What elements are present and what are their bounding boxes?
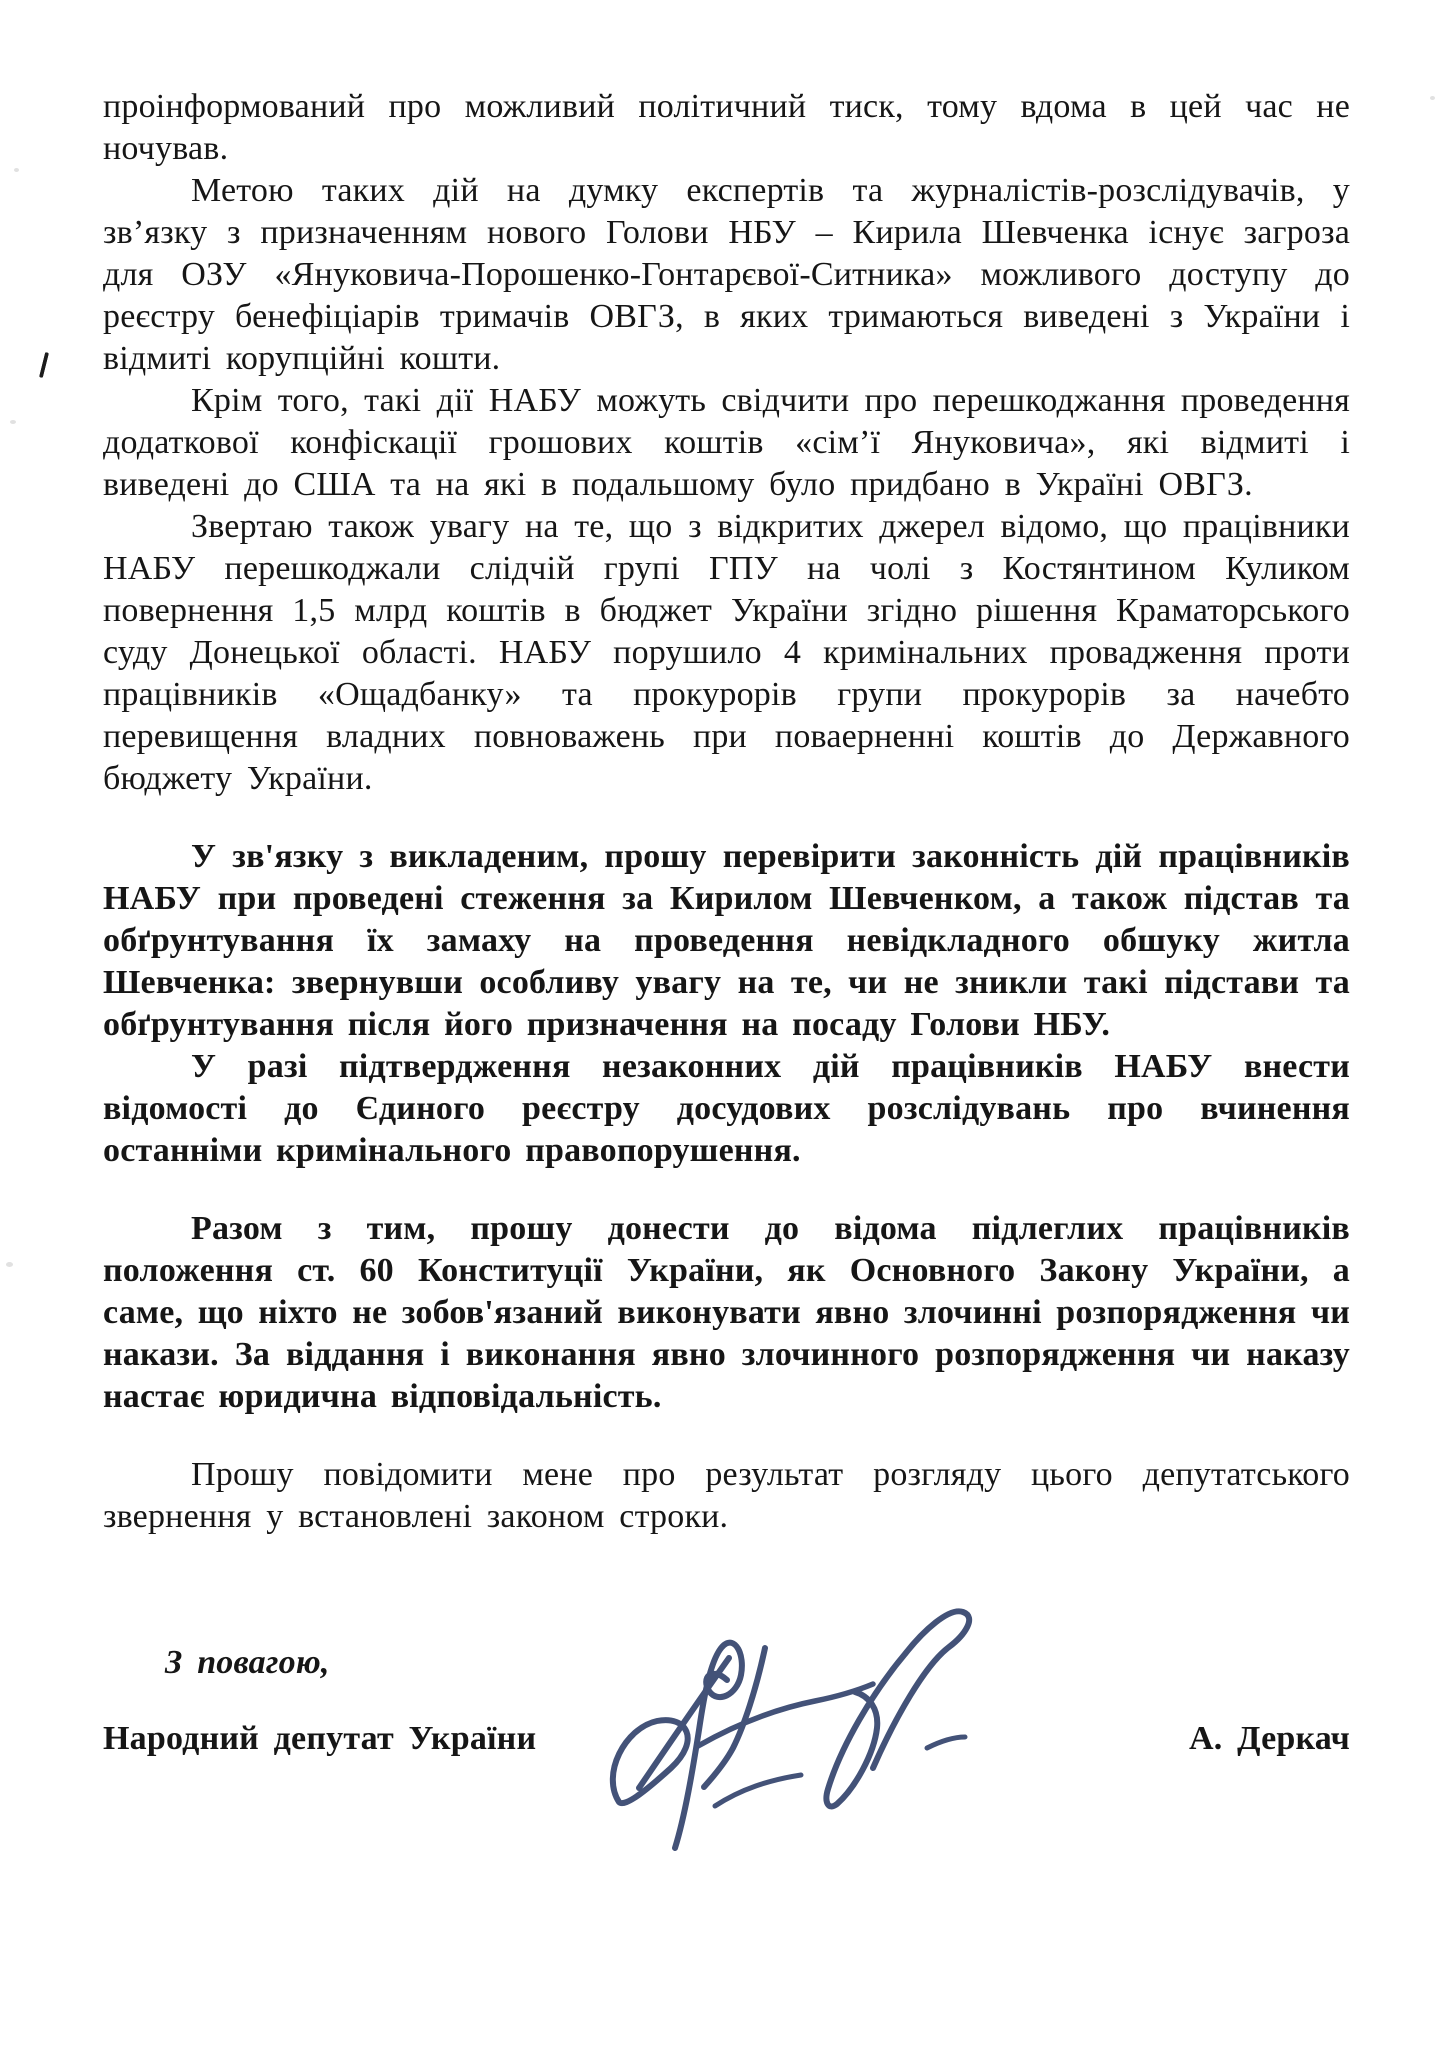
body-paragraph: Звертаю також увагу на те, що з відкритих джерел відомо, що працівники НАБУ перешкоджали слідчій групі ГПУ на чолі з Костянтином Куликом повернення 1,5 млрд коштів в бюджет України згідно рішення Краматорського суду Донецької області. НАБУ порушило 4 кримінальних провадження проти працівників «Ощадбанку» та прокурорів групи прокурорів за начебто перевищення владних повноважень при поваерненні коштів до Державного бюджету України. <box>103 508 1350 797</box>
body-paragraph: Прошу повідомити мене про результат розгляду цього депутатського звернення у встановлені законом строки. <box>103 1456 1350 1535</box>
letter-body <box>103 86 1350 1760</box>
scan-artifact-mark <box>39 352 49 378</box>
body-paragraph: Метою таких дій на думку експертів та журналістів-розслідувачів, у зв’язку з призначенням нового Голови НБУ – Кирила Шевченка існує загроза для ОЗУ «Януковича-Порошенко-Гонтарєвої-Ситника» можливого доступу до реєстру бенефіціарів тримачів ОВГЗ, в яких тримаються виведені з України і відмиті корупційні кошти. <box>103 172 1350 377</box>
scan-speck <box>14 168 19 172</box>
scan-speck <box>1430 96 1435 100</box>
body-paragraph-bold: У разі підтвердження незаконних дій працівників НАБУ внести відомості до Єдиного реєстру досудових розслідувань про вчинення останніми кримінального правопорушення. <box>103 1048 1350 1169</box>
scan-speck <box>6 1262 13 1267</box>
body-paragraph-bold: Разом з тим, прошу донести до відома підлеглих працівників положення ст. 60 Конституції України, як Основного Закону України, а саме, що ніхто не зобов'язаний виконувати явно злочинні розпорядження чи накази. За віддання і виконання явно злочинного розпорядження чи наказу настає юридична відповідальність. <box>103 1210 1350 1415</box>
closing-salutation: З повагою, <box>165 1644 330 1681</box>
scan-speck <box>10 420 16 424</box>
signer-name: А. Деркач <box>1188 1720 1350 1757</box>
body-paragraph: проінформований про можливий політичний тиск, тому вдома в цей час не ночував. <box>103 88 1350 167</box>
body-paragraph: Крім того, такі дії НАБУ можуть свідчити про перешкоджання проведення додаткової конфіскації грошових коштів «сім’ї Януковича», які відмиті і виведені до США та на які в подальшому було придбано в Україні ОВГЗ. <box>103 382 1350 503</box>
body-paragraph-bold: У зв'язку з викладеним, прошу перевірити законність дій працівників НАБУ при проведені стеження за Кирилом Шевченком, а також підстав та обґрунтування їх замаху на проведення невідкладного обшуку житла Шевченка: звернувши особливу увагу на те, чи не зникли такі підстави та обґрунтування після його призначення на посаду Голови НБУ. <box>103 838 1350 1043</box>
closing-block <box>103 1642 1350 1760</box>
signer-title: Народний депутат України <box>103 1720 537 1757</box>
